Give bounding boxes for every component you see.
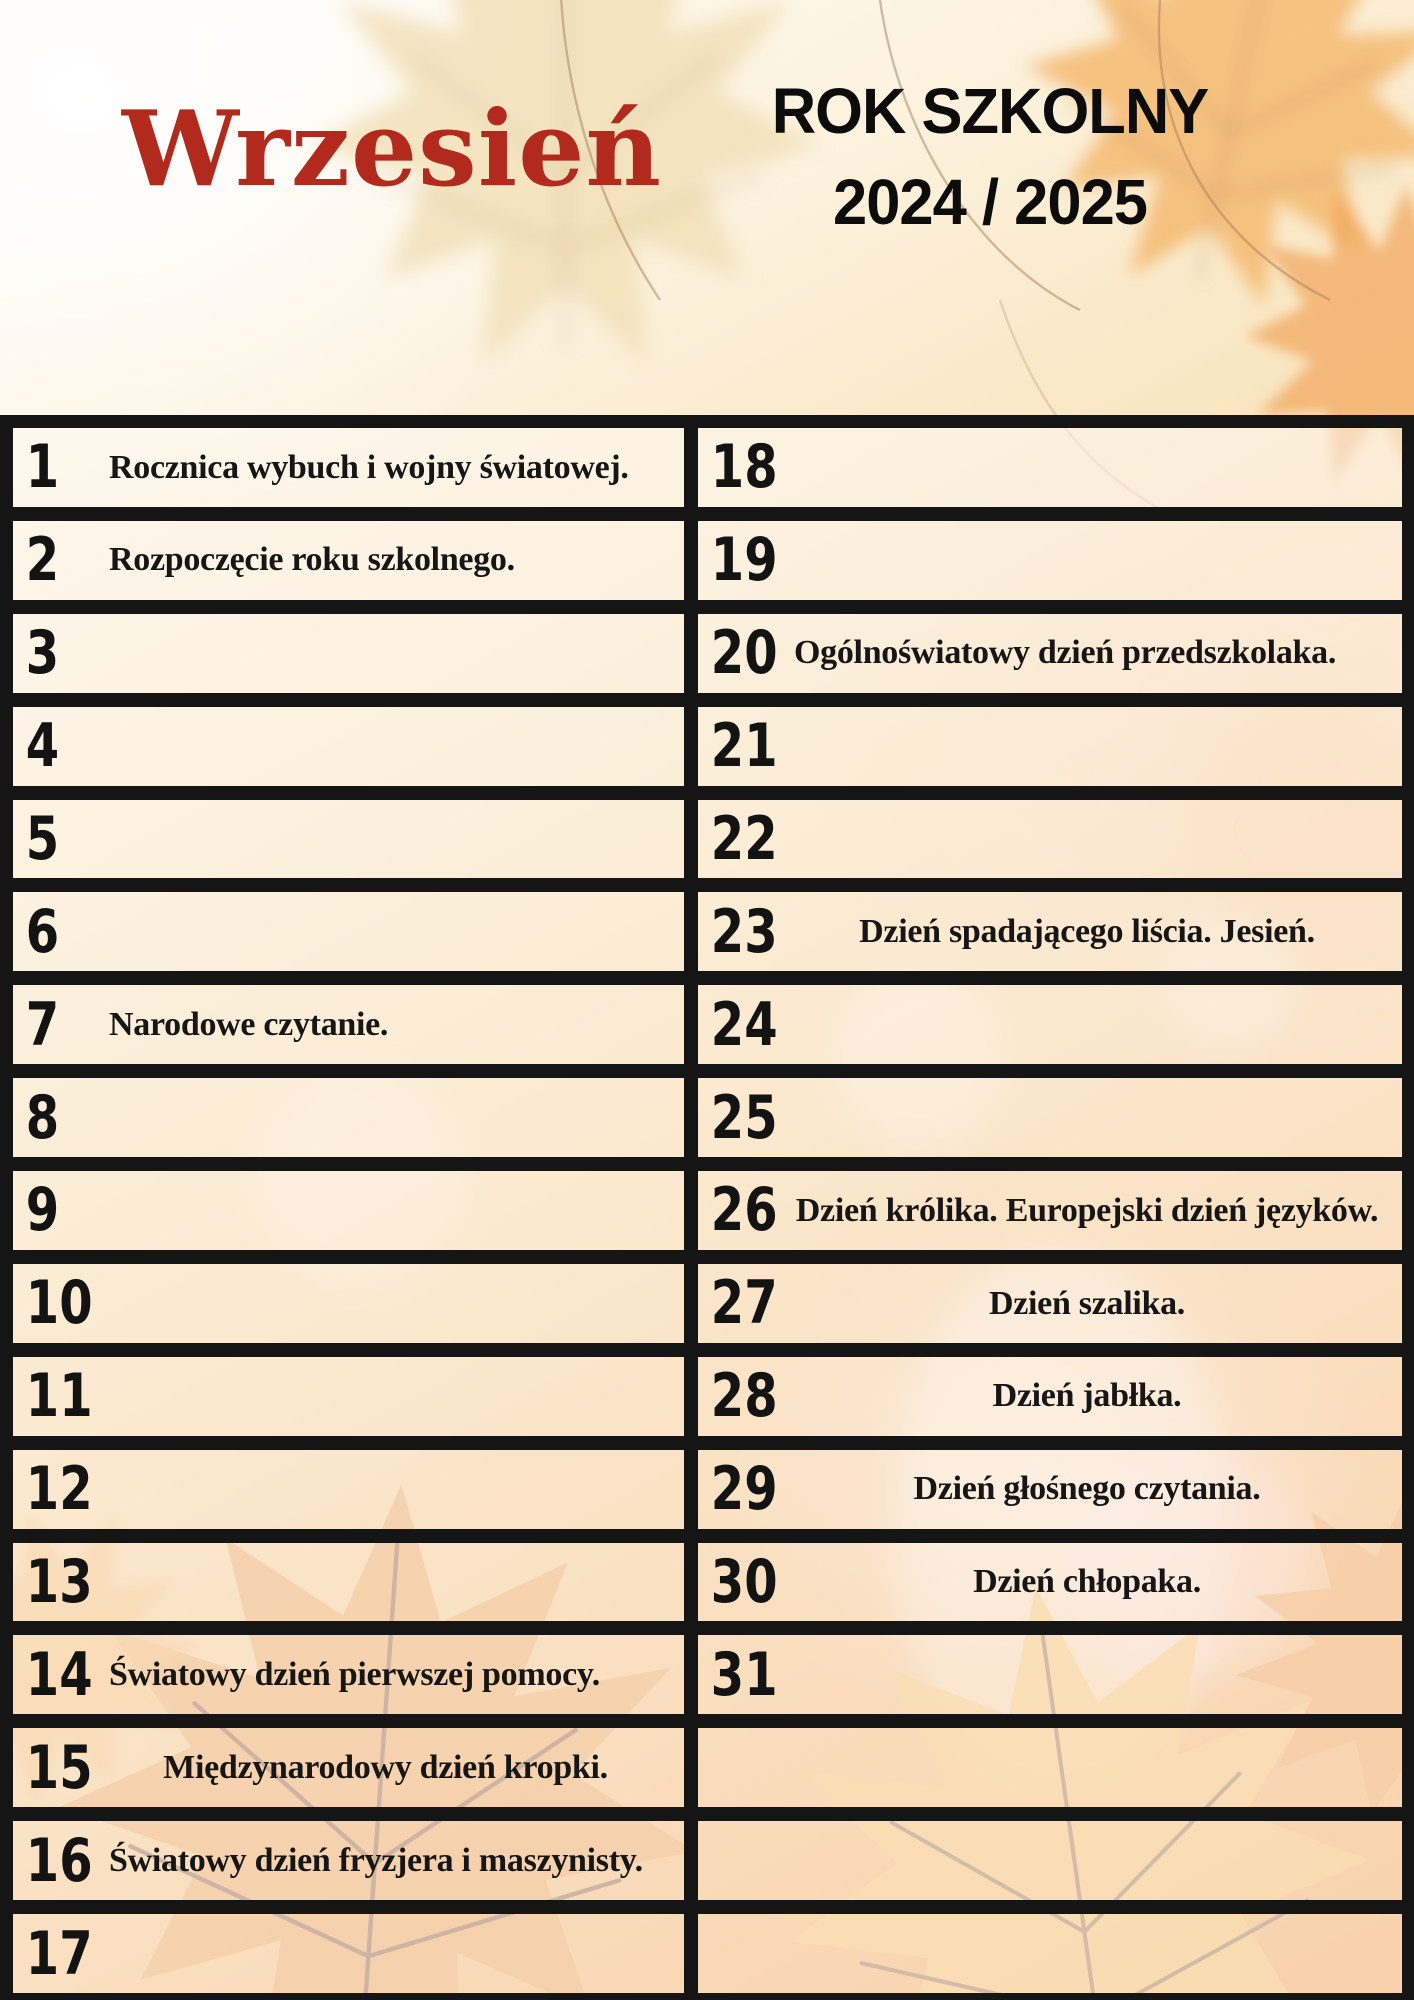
day-number: 23 [710, 896, 778, 967]
school-year-line2: 2024 / 2025 [832, 165, 1148, 238]
day-number: 22 [710, 803, 778, 874]
day-cell [691, 1443, 1409, 1536]
day-number: 10 [25, 1268, 93, 1339]
day-number: 29 [710, 1454, 778, 1525]
day-number: 6 [25, 896, 60, 967]
day-cell [691, 421, 1409, 514]
day-cell [6, 1814, 691, 1907]
event-text: Dzień królika. Europejski dzień języków. [795, 1191, 1379, 1229]
day-number: 9 [25, 1175, 60, 1246]
month-title: Wrzesień [122, 87, 662, 210]
day-number: 14 [25, 1639, 93, 1710]
day-cell [691, 1907, 1409, 2000]
day-number: 24 [710, 989, 778, 1060]
day-number: 13 [25, 1547, 93, 1618]
day-number: 20 [710, 618, 778, 689]
day-number: 5 [25, 803, 60, 874]
day-cell [691, 1257, 1409, 1350]
event-text: Ogólnoświatowy dzień przedszkolaka. [794, 634, 1337, 672]
day-cell [691, 514, 1409, 607]
day-cell [691, 885, 1409, 978]
day-cell [6, 1350, 691, 1443]
day-cell [6, 1443, 691, 1536]
day-number: 27 [710, 1268, 778, 1339]
event-text: Światowy dzień fryzjera i maszynisty. [109, 1841, 643, 1879]
day-number: 18 [710, 432, 778, 503]
day-number: 7 [25, 989, 60, 1060]
day-cell [6, 607, 691, 700]
day-number: 30 [710, 1547, 778, 1618]
calendar-table [0, 415, 1414, 2000]
event-text: Rocznica wybuch i wojny światowej. [109, 448, 629, 486]
day-number: 17 [25, 1918, 93, 1989]
day-number: 4 [25, 711, 60, 782]
day-number: 31 [710, 1639, 778, 1710]
day-cell [6, 1536, 691, 1629]
day-cell [6, 1071, 691, 1164]
day-number: 21 [710, 711, 778, 782]
day-cell [6, 1257, 691, 1350]
day-number: 3 [25, 618, 60, 689]
day-number: 1 [25, 432, 60, 503]
day-number: 16 [25, 1825, 93, 1896]
day-cell [6, 421, 691, 514]
day-cell [691, 700, 1409, 793]
day-cell [691, 1536, 1409, 1629]
event-text: Światowy dzień pierwszej pomocy. [109, 1656, 600, 1694]
day-cell [691, 1350, 1409, 1443]
day-cell [691, 607, 1409, 700]
day-cell [6, 1721, 691, 1814]
day-number: 15 [25, 1732, 93, 1803]
event-text: Dzień spadającego liścia. Jesień. [859, 913, 1315, 950]
event-text: Dzień jabłka. [992, 1377, 1182, 1415]
event-text: Rozpoczęcie roku szkolnego. [109, 541, 515, 579]
day-cell [6, 793, 691, 886]
event-text: Dzień głośnego czytania. [913, 1470, 1261, 1508]
day-number: 28 [710, 1361, 778, 1432]
day-cell [6, 1628, 691, 1721]
day-number: 2 [25, 525, 60, 596]
event-text: Dzień szalika. [988, 1284, 1185, 1322]
day-number: 12 [25, 1454, 93, 1525]
event-text: Międzynarodowy dzień kropki. [163, 1748, 608, 1786]
day-cell [6, 514, 691, 607]
day-number: 19 [710, 525, 778, 596]
day-number: 11 [25, 1361, 93, 1432]
event-text: Narodowe czytanie. [109, 1005, 389, 1043]
day-cell [691, 1814, 1409, 1907]
day-cell [691, 1164, 1409, 1257]
day-cell [691, 1721, 1409, 1814]
day-cell [6, 700, 691, 793]
day-cell [691, 1071, 1409, 1164]
day-cell [691, 793, 1409, 886]
day-cell [691, 978, 1409, 1071]
day-cell [6, 978, 691, 1071]
school-year-line1: ROK SZKOLNY [771, 75, 1209, 147]
day-number: 8 [25, 1082, 60, 1153]
day-cell [6, 885, 691, 978]
day-cell [6, 1907, 691, 2000]
school-year-title [700, 66, 1280, 248]
day-number: 25 [710, 1082, 778, 1153]
day-cell [691, 1628, 1409, 1721]
day-number: 26 [710, 1175, 778, 1246]
event-text: Dzień chłopaka. [973, 1563, 1201, 1601]
day-cell [6, 1164, 691, 1257]
